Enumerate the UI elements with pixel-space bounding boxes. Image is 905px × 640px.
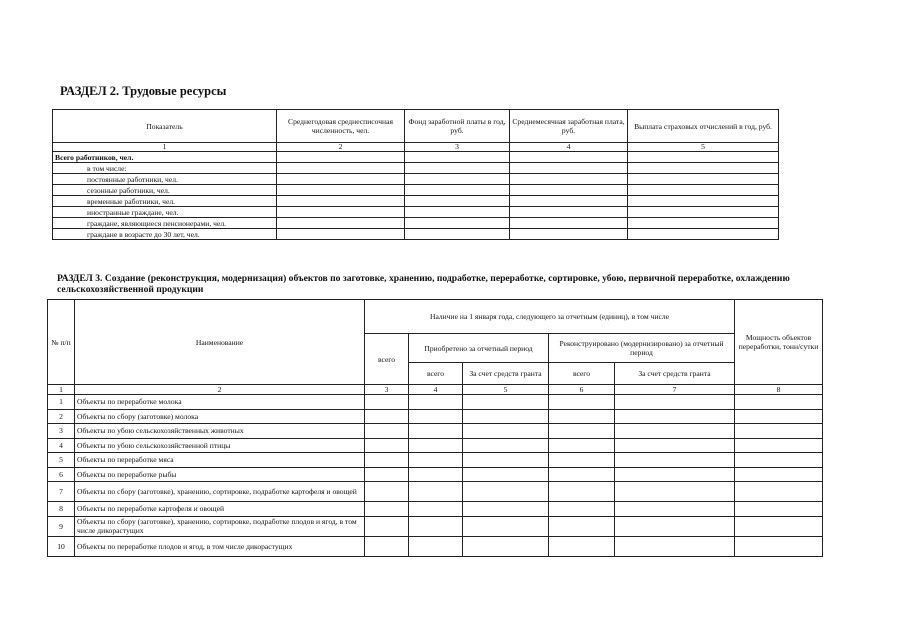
row-label: граждане в возрасте до 30 лет, чел. — [53, 229, 277, 240]
input-cell[interactable] — [405, 163, 510, 174]
row-number: 5 — [48, 453, 75, 468]
input-cell[interactable] — [463, 502, 549, 517]
table-row — [48, 453, 823, 468]
input-cell[interactable] — [735, 536, 823, 556]
section-3-title: РАЗДЕЛ 3. Создание (реконструкция, модернизация) объектов по заготовке, хранению, подработке, переработке, сортировке, убою, первичной переработке, охлаждению сельскохозяйственной продукции — [57, 273, 790, 295]
col-number: 4 — [510, 143, 628, 152]
col-header-indicator: Показатель — [53, 110, 277, 143]
input-cell[interactable] — [615, 409, 735, 424]
input-cell[interactable] — [409, 453, 463, 468]
input-cell[interactable] — [409, 502, 463, 517]
table-row — [53, 185, 779, 196]
col-number: 1 — [53, 143, 277, 152]
col-number: 2 — [277, 143, 405, 152]
table-row — [48, 424, 823, 439]
col-number: 5 — [628, 143, 779, 152]
input-cell[interactable] — [510, 218, 628, 229]
table-row — [48, 395, 823, 410]
input-cell[interactable] — [409, 409, 463, 424]
input-cell[interactable] — [735, 453, 823, 468]
input-cell[interactable] — [463, 409, 549, 424]
input-cell[interactable] — [409, 467, 463, 482]
col-header-insurance: Выплата страховых отчислений в год, руб. — [628, 110, 779, 143]
input-cell[interactable] — [549, 482, 615, 502]
col-header-wage-fund: Фонд заработной платы в год, руб. — [405, 110, 510, 143]
row-label: временные работники, чел. — [53, 196, 277, 207]
input-cell[interactable] — [735, 482, 823, 502]
input-cell[interactable] — [549, 453, 615, 468]
input-cell[interactable] — [549, 409, 615, 424]
input-cell[interactable] — [277, 163, 405, 174]
input-cell[interactable] — [277, 229, 405, 240]
table-row — [53, 174, 779, 185]
input-cell[interactable] — [463, 467, 549, 482]
input-cell[interactable] — [628, 152, 779, 163]
col-header-acquired-total: всего — [409, 363, 463, 385]
input-cell[interactable] — [735, 424, 823, 439]
input-cell[interactable] — [365, 395, 409, 410]
table-row — [53, 229, 779, 240]
input-cell[interactable] — [615, 502, 735, 517]
row-name: Объекты по сбору (заготовке) молока — [75, 409, 365, 424]
row-name: Объекты по переработке мяса — [75, 453, 365, 468]
row-name: Объекты по переработке картофеля и овощей — [75, 502, 365, 517]
input-cell[interactable] — [277, 207, 405, 218]
input-cell[interactable] — [615, 438, 735, 453]
input-cell[interactable] — [549, 438, 615, 453]
row-number: 7 — [48, 482, 75, 502]
row-name: Объекты по убою сельскохозяйственной птицы — [75, 438, 365, 453]
input-cell[interactable] — [463, 482, 549, 502]
input-cell[interactable] — [409, 438, 463, 453]
row-name: Объекты по сбору (заготовке), хранению, сортировке, подработке плодов и ягод, в том числе дикорастущих — [75, 516, 365, 536]
col-header-acquired: Приобретено за отчетный период — [409, 334, 549, 363]
input-cell[interactable] — [277, 196, 405, 207]
col-header-avg-headcount: Среднегодовая среднесписочная численность, чел. — [277, 110, 405, 143]
row-name: Объекты по переработке плодов и ягод, в том числе дикорастущих — [75, 536, 365, 556]
input-cell[interactable] — [365, 438, 409, 453]
input-cell[interactable] — [615, 467, 735, 482]
input-cell[interactable] — [735, 438, 823, 453]
input-cell[interactable] — [405, 185, 510, 196]
input-cell[interactable] — [735, 467, 823, 482]
input-cell[interactable] — [549, 467, 615, 482]
table-row — [53, 207, 779, 218]
input-cell[interactable] — [277, 152, 405, 163]
col-header-acquired-grant: За счет средств гранта — [463, 363, 549, 385]
input-cell[interactable] — [405, 152, 510, 163]
input-cell[interactable] — [409, 516, 463, 536]
input-cell[interactable] — [365, 482, 409, 502]
input-cell[interactable] — [615, 536, 735, 556]
input-cell[interactable] — [628, 174, 779, 185]
row-label: в том числе: — [53, 163, 277, 174]
row-name: Объекты по переработке рыбы — [75, 467, 365, 482]
facilities-table — [47, 299, 823, 557]
col-number: 8 — [735, 385, 823, 395]
table-row — [53, 163, 779, 174]
input-cell[interactable] — [409, 395, 463, 410]
input-cell[interactable] — [510, 196, 628, 207]
input-cell[interactable] — [549, 536, 615, 556]
col-header-reconstructed-total: всего — [549, 363, 615, 385]
input-cell[interactable] — [405, 174, 510, 185]
input-cell[interactable] — [463, 395, 549, 410]
input-cell[interactable] — [615, 482, 735, 502]
col-header-capacity: Мощность объектов переработки, тонн/сутки — [735, 300, 823, 385]
input-cell[interactable] — [628, 163, 779, 174]
row-label: иностранные граждане, чел. — [53, 207, 277, 218]
input-cell[interactable] — [510, 185, 628, 196]
input-cell[interactable] — [409, 482, 463, 502]
input-cell[interactable] — [615, 516, 735, 536]
col-header-reconstructed: Реконструировано (модернизировано) за отчетный период — [549, 334, 735, 363]
input-cell[interactable] — [549, 516, 615, 536]
input-cell[interactable] — [510, 174, 628, 185]
input-cell[interactable] — [365, 467, 409, 482]
input-cell[interactable] — [615, 453, 735, 468]
input-cell[interactable] — [628, 185, 779, 196]
input-cell[interactable] — [628, 218, 779, 229]
table-row — [48, 409, 823, 424]
col-header-avg-monthly-wage: Среднемесячная заработная плата, руб. — [510, 110, 628, 143]
input-cell[interactable] — [735, 409, 823, 424]
table-row — [48, 516, 823, 536]
input-cell[interactable] — [463, 424, 549, 439]
row-number: 2 — [48, 409, 75, 424]
input-cell[interactable] — [405, 207, 510, 218]
table-row — [53, 196, 779, 207]
input-cell[interactable] — [510, 207, 628, 218]
col-header-name: Наименование — [75, 300, 365, 385]
input-cell[interactable] — [405, 229, 510, 240]
input-cell[interactable] — [405, 218, 510, 229]
row-number: 4 — [48, 438, 75, 453]
col-number: 5 — [463, 385, 549, 395]
input-cell[interactable] — [735, 516, 823, 536]
row-label: постоянные работники, чел. — [53, 174, 277, 185]
input-cell[interactable] — [365, 409, 409, 424]
input-cell[interactable] — [463, 516, 549, 536]
input-cell[interactable] — [735, 502, 823, 517]
table-row — [48, 502, 823, 517]
col-number: 4 — [409, 385, 463, 395]
table-row — [48, 438, 823, 453]
input-cell[interactable] — [549, 395, 615, 410]
input-cell[interactable] — [405, 196, 510, 207]
row-label: граждане, являющиеся пенсионерами, чел. — [53, 218, 277, 229]
col-header-total: всего — [365, 334, 409, 385]
row-name: Объекты по убою сельскохозяйственных животных — [75, 424, 365, 439]
col-number: 2 — [75, 385, 365, 395]
input-cell[interactable] — [409, 424, 463, 439]
row-number: 3 — [48, 424, 75, 439]
table-row — [48, 536, 823, 556]
input-cell[interactable] — [409, 536, 463, 556]
input-cell[interactable] — [463, 536, 549, 556]
row-label: Всего работников, чел. — [53, 152, 277, 163]
labor-resources-table — [52, 109, 779, 240]
input-cell[interactable] — [277, 174, 405, 185]
input-cell[interactable] — [365, 424, 409, 439]
input-cell[interactable] — [277, 185, 405, 196]
input-cell[interactable] — [628, 229, 779, 240]
input-cell[interactable] — [628, 207, 779, 218]
table-row — [53, 218, 779, 229]
col-header-reconstructed-grant: За счет средств гранта — [615, 363, 735, 385]
input-cell[interactable] — [510, 163, 628, 174]
section-2-title: РАЗДЕЛ 2. Трудовые ресурсы — [60, 84, 227, 98]
row-name: Объекты по переработке молока — [75, 395, 365, 410]
row-number: 8 — [48, 502, 75, 517]
col-number: 3 — [405, 143, 510, 152]
col-header-number: № п/п — [48, 300, 75, 385]
input-cell[interactable] — [735, 395, 823, 410]
input-cell[interactable] — [463, 453, 549, 468]
input-cell[interactable] — [615, 424, 735, 439]
input-cell[interactable] — [365, 453, 409, 468]
input-cell[interactable] — [365, 516, 409, 536]
col-number: 6 — [549, 385, 615, 395]
table-row — [53, 152, 779, 163]
table-row — [48, 467, 823, 482]
input-cell[interactable] — [628, 196, 779, 207]
input-cell[interactable] — [615, 395, 735, 410]
col-header-availability: Наличие на 1 января года, следующего за отчетным (единиц), в том числе — [365, 300, 735, 334]
col-number: 7 — [615, 385, 735, 395]
row-name: Объекты по сбору (заготовке), хранению, сортировке, подработке картофеля и овощей — [75, 482, 365, 502]
input-cell[interactable] — [365, 536, 409, 556]
row-label: сезонные работники, чел. — [53, 185, 277, 196]
col-number: 3 — [365, 385, 409, 395]
table-row — [48, 482, 823, 502]
input-cell[interactable] — [365, 502, 409, 517]
row-number: 10 — [48, 536, 75, 556]
input-cell[interactable] — [549, 502, 615, 517]
row-number: 6 — [48, 467, 75, 482]
input-cell[interactable] — [510, 152, 628, 163]
input-cell[interactable] — [463, 438, 549, 453]
row-number: 9 — [48, 516, 75, 536]
input-cell[interactable] — [510, 229, 628, 240]
input-cell[interactable] — [549, 424, 615, 439]
row-number: 1 — [48, 395, 75, 410]
input-cell[interactable] — [277, 218, 405, 229]
col-number: 1 — [48, 385, 75, 395]
